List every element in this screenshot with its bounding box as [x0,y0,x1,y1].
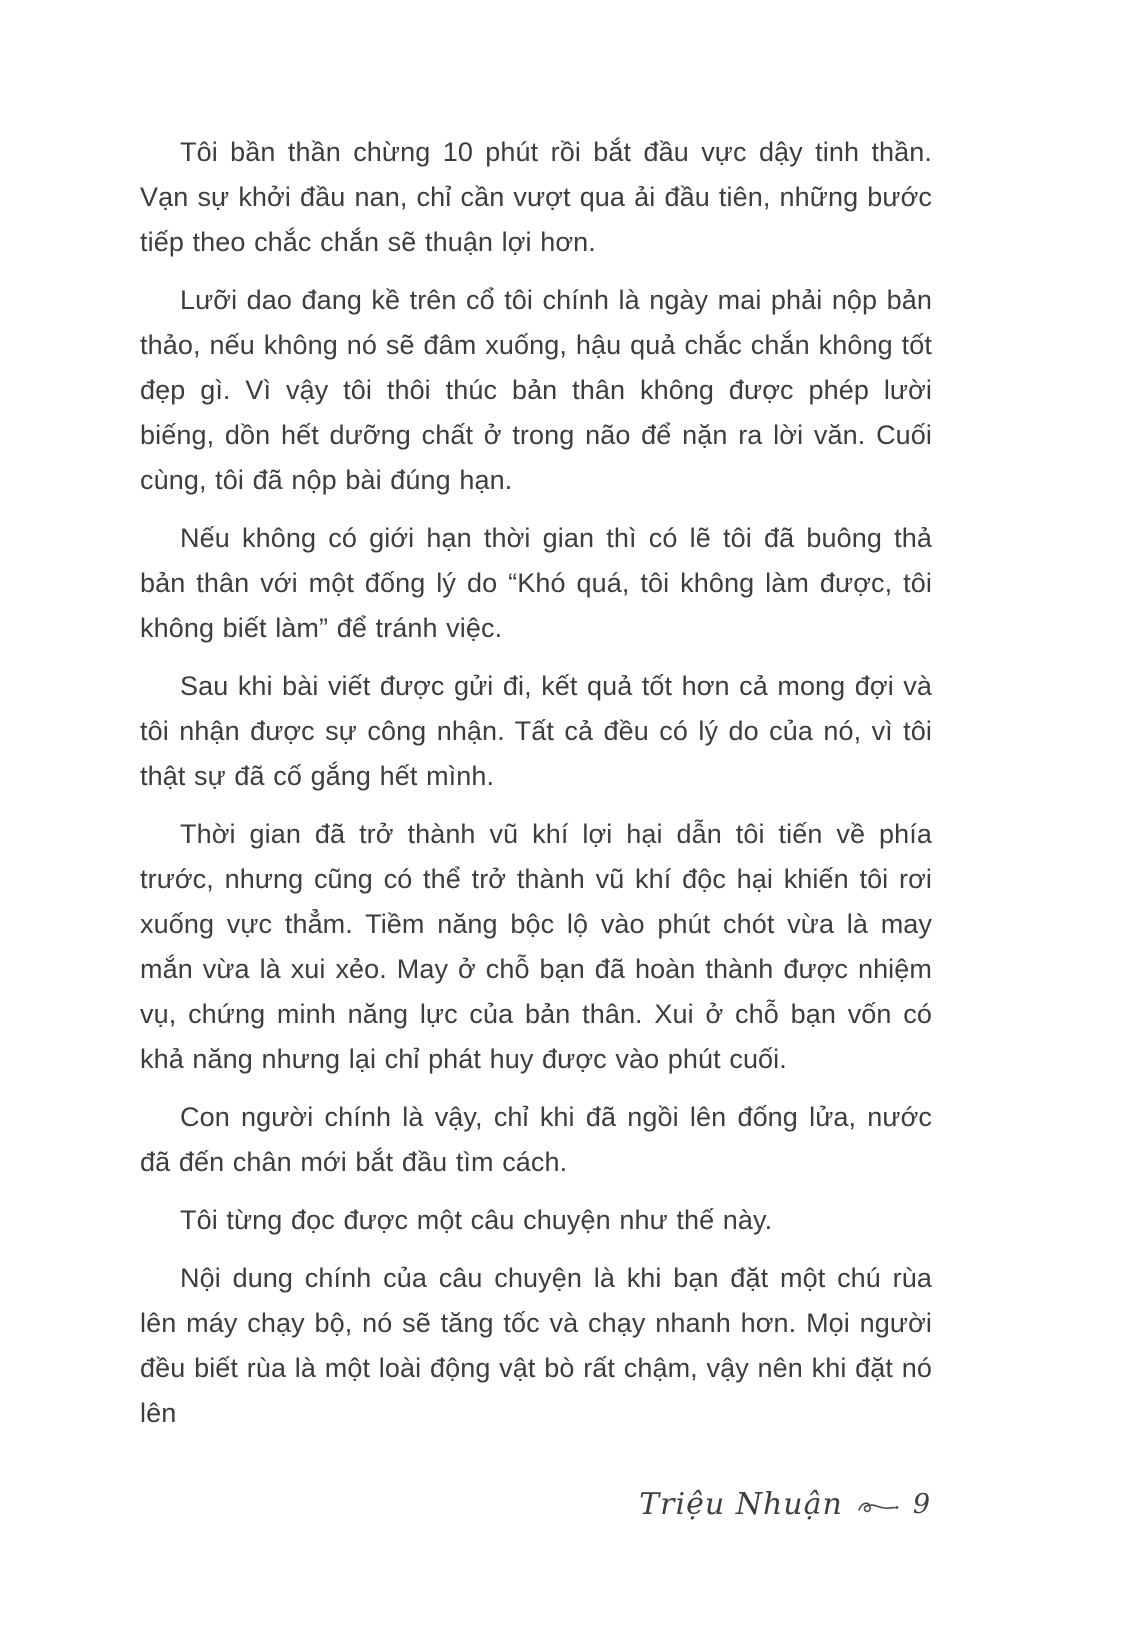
paragraph: Nếu không có giới hạn thời gian thì có lẽ tôi đã buông thả bản thân với một đống lý do “Khó quá, tôi không làm được, tôi không biết làm” để tránh việc. [140,523,932,643]
page-number: 9 [912,1489,930,1520]
flourish-icon [857,1499,899,1517]
paragraph: Sau khi bài viết được gửi đi, kết quả tốt hơn cả mong đợi và tôi nhận được sự công nhận. Tất cả đều có lý do của nó, vì tôi thật sự đã cố gắng hết mình. [140,671,932,791]
paragraph: Lưỡi dao đang kề trên cổ tôi chính là ngày mai phải nộp bản thảo, nếu không nó sẽ đâm xuống, hậu quả chắc chắn không tốt đẹp gì. Vì vậy tôi thôi thúc bản thân không được phép lười biếng, dồn hết dưỡng chất ở trong não để nặn ra lời văn. Cuối cùng, tôi đã nộp bài đúng hạn. [140,285,932,495]
page-footer [639,1487,930,1522]
paragraph: Thời gian đã trở thành vũ khí lợi hại dẫn tôi tiến về phía trước, nhưng cũng có thể trở thành vũ khí độc hại khiến tôi rơi xuống vực thẳm. Tiềm năng bộc lộ vào phút chót vừa là may mắn vừa là xui xẻo. May ở chỗ bạn đã hoàn thành được nhiệm vụ, chứng minh năng lực của bản thân. Xui ở chỗ bạn vốn có khả năng nhưng lại chỉ phát huy được vào phút cuối. [140,819,932,1074]
paragraph: Tôi từng đọc được một câu chuyện như thế này. [180,1205,773,1235]
author-signature: Triệu Nhuận [639,1487,843,1522]
paragraph: Tôi bần thần chừng 10 phút rồi bắt đầu vực dậy tinh thần. Vạn sự khởi đầu nan, chỉ cần vượt qua ải đầu tiên, những bước tiếp theo chắc chắn sẽ thuận lợi hơn. [140,137,932,257]
paragraph: Nội dung chính của câu chuyện là khi bạn đặt một chú rùa lên máy chạy bộ, nó sẽ tăng tốc và chạy nhanh hơn. Mọi người đều biết rùa là một loài động vật bò rất chậm, vậy nên khi đặt nó lên [140,1263,932,1428]
page-content [140,130,932,1449]
paragraph: Con người chính là vậy, chỉ khi đã ngồi lên đống lửa, nước đã đến chân mới bắt đầu tìm cách. [140,1102,932,1177]
